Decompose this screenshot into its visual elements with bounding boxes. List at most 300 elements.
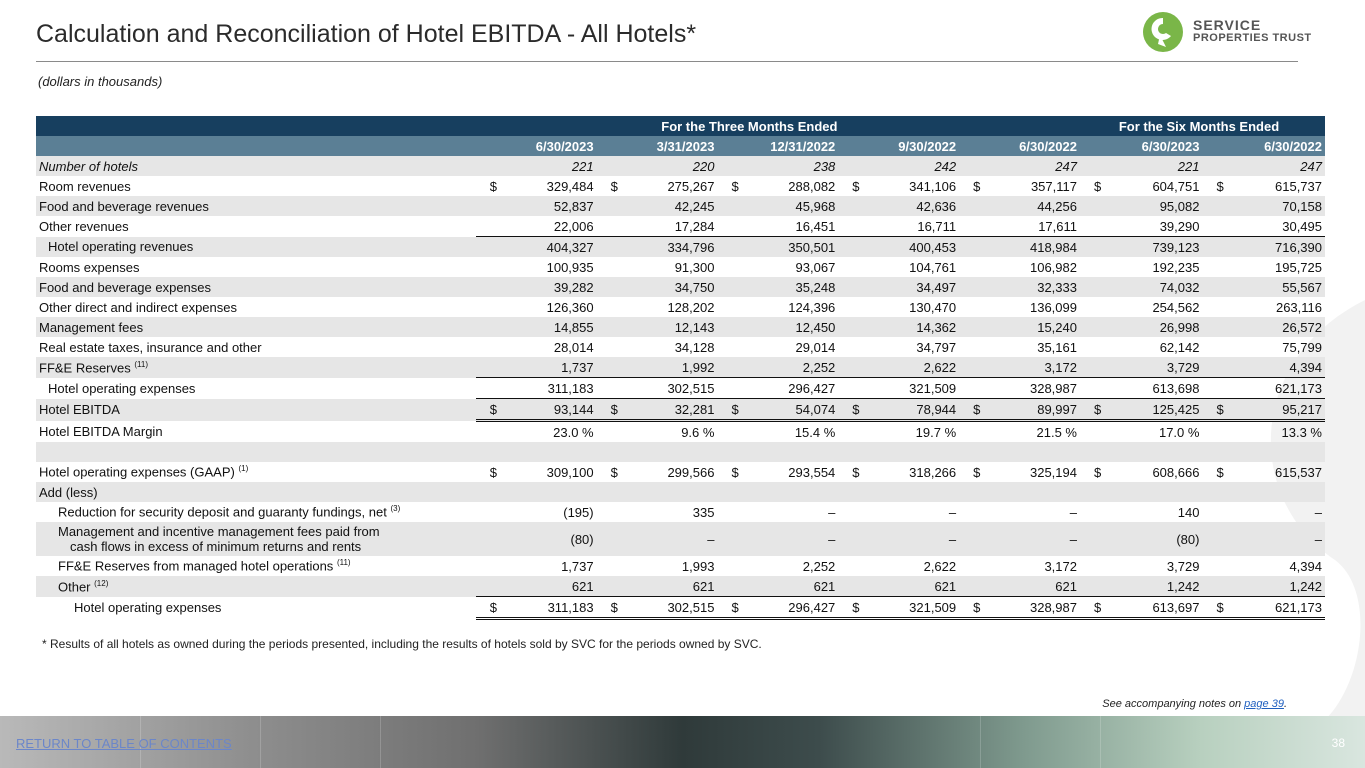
currency-symbol bbox=[597, 378, 633, 399]
table-cell: 192,235 bbox=[1152, 259, 1200, 275]
row-label-text: Hotel operating expenses bbox=[48, 380, 196, 396]
table-cell: 12,450 bbox=[795, 319, 836, 335]
table-cell bbox=[633, 482, 717, 502]
page-title: Calculation and Reconciliation of Hotel EBITDA - All Hotels* bbox=[36, 20, 697, 48]
currency-symbol bbox=[959, 378, 995, 399]
currency-symbol bbox=[1080, 378, 1117, 399]
table-cell: 299,566 bbox=[667, 464, 715, 480]
table-cell: 311,183 bbox=[512, 597, 596, 619]
currency-symbol bbox=[717, 522, 753, 556]
currency-symbol bbox=[597, 522, 633, 556]
currency-symbol: $ bbox=[973, 464, 981, 480]
table-cell: 604,751 bbox=[1152, 178, 1200, 194]
currency-symbol: $ bbox=[717, 597, 753, 619]
table-cell: 242 bbox=[934, 158, 957, 174]
currency-symbol bbox=[1080, 216, 1117, 237]
currency-symbol bbox=[717, 482, 753, 502]
currency-symbol bbox=[959, 277, 995, 297]
currency-symbol bbox=[717, 237, 753, 258]
table-cell: 247 bbox=[1055, 158, 1077, 174]
row-label-text: Other direct and indirect expenses bbox=[39, 299, 237, 315]
currency-symbol bbox=[597, 196, 633, 216]
row-label bbox=[36, 156, 476, 176]
table-cell: 91,300 bbox=[674, 259, 715, 275]
table-cell: 1,242 bbox=[1289, 578, 1322, 594]
row-label-text: Hotel operating revenues bbox=[48, 239, 194, 255]
currency-symbol: $ bbox=[959, 597, 995, 619]
row-label-text: Other revenues bbox=[39, 218, 129, 234]
table-row bbox=[36, 297, 1325, 317]
currency-symbol bbox=[717, 317, 753, 337]
table-cell: (195) bbox=[563, 504, 594, 520]
currency-symbol: $ bbox=[973, 178, 981, 194]
currency-symbol bbox=[476, 576, 512, 597]
table-cell: 613,697 bbox=[1117, 597, 1203, 619]
table-cell: 321,509 bbox=[875, 378, 959, 399]
table-cell: 3,729 bbox=[1166, 558, 1200, 574]
currency-symbol bbox=[717, 556, 753, 576]
currency-symbol bbox=[1202, 317, 1239, 337]
currency-symbol: $ bbox=[1093, 464, 1102, 480]
table-cell: 318,266 bbox=[909, 464, 957, 480]
row-label bbox=[36, 482, 476, 502]
table-cell: – bbox=[707, 531, 715, 547]
currency-symbol bbox=[959, 576, 995, 597]
row-label-text: Management and incentive management fees paid from bbox=[58, 524, 380, 539]
table-cell: 302,515 bbox=[633, 597, 717, 619]
table-cell: 275,267 bbox=[667, 178, 715, 194]
table-cell: 238 bbox=[813, 158, 836, 174]
table-cell: 78,944 bbox=[875, 399, 959, 421]
return-to-toc-link[interactable]: RETURN TO TABLE OF CONTENTS bbox=[16, 736, 232, 751]
table-cell: 335 bbox=[692, 504, 715, 520]
table-cell: 35,161 bbox=[1037, 339, 1077, 355]
currency-symbol bbox=[959, 237, 995, 258]
table-cell: 62,142 bbox=[1159, 339, 1200, 355]
currency-symbol bbox=[959, 216, 995, 237]
table-row bbox=[36, 176, 1325, 196]
row-label bbox=[36, 522, 476, 556]
table-cell bbox=[754, 482, 838, 502]
table-cell: 44,256 bbox=[1037, 198, 1077, 214]
currency-symbol: $ bbox=[489, 464, 497, 480]
currency-symbol: $ bbox=[1216, 464, 1224, 480]
currency-symbol bbox=[597, 357, 633, 378]
table-cell: 4,394 bbox=[1289, 359, 1322, 375]
row-label-text: FF&E Reserves from managed hotel operations bbox=[58, 558, 334, 574]
table-cell: 19.7 % bbox=[915, 424, 957, 440]
table-cell: 130,470 bbox=[909, 299, 957, 315]
currency-symbol bbox=[1080, 337, 1117, 357]
building-window-line bbox=[380, 716, 381, 768]
table-cell: 621 bbox=[571, 578, 594, 594]
currency-symbol: $ bbox=[731, 464, 739, 480]
table-cell: 302,515 bbox=[633, 378, 717, 399]
currency-symbol bbox=[1080, 522, 1117, 556]
table-cell: 34,497 bbox=[916, 279, 957, 295]
currency-symbol bbox=[959, 421, 995, 443]
currency-symbol: $ bbox=[1202, 399, 1239, 421]
currency-symbol bbox=[597, 257, 633, 277]
row-label-text: Reduction for security deposit and guaranty fundings, net bbox=[58, 504, 387, 520]
table-row bbox=[36, 357, 1325, 378]
table-cell: 621,173 bbox=[1239, 597, 1325, 619]
currency-symbol bbox=[476, 196, 512, 216]
currency-symbol bbox=[838, 237, 874, 258]
currency-symbol bbox=[838, 297, 874, 317]
currency-symbol bbox=[1080, 237, 1117, 258]
currency-symbol bbox=[959, 522, 995, 556]
currency-symbol bbox=[1080, 257, 1117, 277]
currency-symbol bbox=[838, 421, 874, 443]
table-cell: 195,725 bbox=[1275, 259, 1322, 275]
currency-symbol bbox=[1080, 277, 1117, 297]
currency-symbol bbox=[1202, 522, 1239, 556]
row-label bbox=[36, 378, 476, 399]
currency-symbol bbox=[1080, 297, 1117, 317]
column-header: 6/30/2023 bbox=[476, 136, 597, 156]
units-caption: (dollars in thousands) bbox=[38, 74, 163, 89]
table-cell: 3,172 bbox=[1044, 558, 1077, 574]
table-cell: 23.0 % bbox=[553, 424, 594, 440]
row-label-text: Add (less) bbox=[39, 484, 98, 500]
currency-symbol bbox=[838, 556, 874, 576]
table-cell: 35,248 bbox=[795, 279, 836, 295]
table-cell: 28,014 bbox=[553, 339, 594, 355]
row-label-text: Number of hotels bbox=[39, 158, 138, 174]
table-cell: 100,935 bbox=[546, 259, 594, 275]
currency-symbol bbox=[476, 421, 512, 443]
currency-symbol bbox=[717, 196, 753, 216]
currency-symbol bbox=[959, 297, 995, 317]
currency-symbol bbox=[476, 357, 512, 378]
currency-symbol: $ bbox=[731, 178, 739, 194]
table-cell: 311,183 bbox=[512, 378, 596, 399]
table-cell: 325,194 bbox=[1029, 464, 1077, 480]
currency-symbol bbox=[597, 337, 633, 357]
column-header: 6/30/2022 bbox=[1202, 136, 1325, 156]
currency-symbol: $ bbox=[610, 178, 618, 194]
table-cell: 247 bbox=[1300, 158, 1322, 174]
row-label bbox=[36, 216, 476, 237]
row-label-text: Hotel EBITDA bbox=[39, 402, 120, 417]
logo-line2: PROPERTIES TRUST bbox=[1193, 32, 1312, 44]
currency-symbol: $ bbox=[717, 399, 753, 421]
notes-prefix: See accompanying notes on bbox=[1102, 698, 1245, 710]
currency-symbol bbox=[838, 277, 874, 297]
table-cell: 89,997 bbox=[996, 399, 1080, 421]
currency-symbol bbox=[597, 317, 633, 337]
currency-symbol bbox=[1080, 357, 1117, 378]
table-cell: 21.5 % bbox=[1036, 424, 1077, 440]
table-cell: 128,202 bbox=[667, 299, 715, 315]
currency-symbol: $ bbox=[597, 399, 633, 421]
table-cell: 2,252 bbox=[802, 558, 836, 574]
currency-symbol bbox=[597, 297, 633, 317]
table-row bbox=[36, 277, 1325, 297]
table-cell: 4,394 bbox=[1289, 558, 1322, 574]
footnote-marker: (11) bbox=[134, 359, 149, 369]
currency-symbol bbox=[1080, 482, 1117, 502]
currency-symbol bbox=[1202, 502, 1239, 522]
footnote-marker: (1) bbox=[238, 464, 249, 474]
row-label bbox=[36, 337, 476, 357]
table-cell bbox=[996, 482, 1080, 502]
row-label bbox=[36, 597, 476, 619]
table-cell: 2,622 bbox=[923, 558, 957, 574]
table-cell: 1,993 bbox=[681, 558, 715, 574]
row-label bbox=[36, 399, 476, 421]
column-header: 9/30/2022 bbox=[838, 136, 959, 156]
table-row bbox=[36, 399, 1325, 421]
currency-symbol bbox=[1202, 277, 1239, 297]
currency-symbol bbox=[717, 576, 753, 597]
table-cell: 106,982 bbox=[1029, 259, 1077, 275]
table-row bbox=[36, 317, 1325, 337]
currency-symbol bbox=[476, 297, 512, 317]
table-cell: – bbox=[1314, 504, 1322, 520]
table-cell: 104,761 bbox=[909, 259, 957, 275]
table-cell: – bbox=[948, 504, 957, 520]
currency-symbol bbox=[597, 576, 633, 597]
currency-symbol bbox=[597, 156, 633, 176]
table-cell: 615,737 bbox=[1275, 178, 1322, 194]
notes-reference bbox=[1102, 698, 1287, 710]
currency-symbol: $ bbox=[489, 178, 497, 194]
currency-symbol bbox=[476, 237, 512, 258]
row-label bbox=[36, 257, 476, 277]
table-cell: 55,567 bbox=[1282, 279, 1322, 295]
currency-symbol bbox=[959, 357, 995, 378]
building-window-line bbox=[1100, 716, 1101, 768]
table-cell bbox=[875, 482, 959, 502]
currency-symbol bbox=[838, 317, 874, 337]
currency-symbol bbox=[597, 277, 633, 297]
currency-symbol bbox=[959, 156, 995, 176]
currency-symbol bbox=[1080, 196, 1117, 216]
table-cell: 74,032 bbox=[1159, 279, 1200, 295]
table-cell: 1,737 bbox=[561, 359, 594, 375]
table-cell: 15,240 bbox=[1037, 319, 1077, 335]
table-cell: 26,572 bbox=[1282, 319, 1322, 335]
table-cell: 22,006 bbox=[553, 218, 594, 234]
group-header-three-months: For the Three Months Ended bbox=[476, 116, 1080, 136]
table-cell: 296,427 bbox=[754, 378, 838, 399]
table-cell: – bbox=[948, 531, 957, 547]
currency-symbol bbox=[1202, 556, 1239, 576]
table-cell: 70,158 bbox=[1282, 198, 1322, 214]
table-cell: – bbox=[1314, 531, 1322, 547]
table-cell: 350,501 bbox=[754, 237, 838, 258]
footnote-marker: (12) bbox=[94, 578, 109, 588]
table-cell: 328,987 bbox=[996, 597, 1080, 619]
row-label bbox=[36, 357, 476, 378]
row-label bbox=[36, 462, 476, 482]
logo-wordmark bbox=[1193, 19, 1312, 45]
table-row bbox=[36, 237, 1325, 258]
footer-banner bbox=[0, 716, 1365, 768]
table-cell: 2,622 bbox=[923, 359, 957, 375]
table-cell: 42,636 bbox=[916, 198, 957, 214]
currency-symbol bbox=[1202, 216, 1239, 237]
notes-page-link[interactable]: page 39 bbox=[1244, 698, 1284, 710]
row-label-text: Food and beverage revenues bbox=[39, 198, 209, 214]
currency-symbol bbox=[1202, 378, 1239, 399]
table-cell: 93,067 bbox=[795, 259, 836, 275]
row-label-text: Hotel EBITDA Margin bbox=[39, 423, 163, 439]
currency-symbol bbox=[959, 482, 995, 502]
table-cell: – bbox=[1069, 504, 1077, 520]
currency-symbol bbox=[959, 317, 995, 337]
row-label-text: Hotel operating expenses bbox=[74, 600, 222, 615]
table-cell: 404,327 bbox=[512, 237, 596, 258]
column-header-row bbox=[36, 136, 1325, 156]
page-number: 38 bbox=[1331, 736, 1345, 750]
currency-symbol bbox=[1080, 576, 1117, 597]
table-cell: 34,797 bbox=[916, 339, 957, 355]
row-label bbox=[36, 317, 476, 337]
table-cell: 30,495 bbox=[1282, 218, 1322, 234]
table-cell: – bbox=[828, 531, 836, 547]
title-divider bbox=[36, 61, 1298, 62]
table-cell: 221 bbox=[571, 158, 594, 174]
currency-symbol bbox=[838, 522, 874, 556]
table-cell: 334,796 bbox=[633, 237, 717, 258]
currency-symbol: $ bbox=[476, 399, 512, 421]
currency-symbol bbox=[1080, 156, 1117, 176]
table-cell: 136,099 bbox=[1029, 299, 1077, 315]
table-cell: 3,172 bbox=[1044, 359, 1077, 375]
currency-symbol bbox=[838, 337, 874, 357]
currency-symbol bbox=[838, 357, 874, 378]
table-cell: 2,252 bbox=[802, 359, 836, 375]
table-cell: (80) bbox=[570, 531, 594, 547]
table-cell: 34,750 bbox=[674, 279, 715, 295]
currency-symbol bbox=[1202, 196, 1239, 216]
currency-symbol bbox=[717, 277, 753, 297]
currency-symbol bbox=[476, 378, 512, 399]
currency-symbol bbox=[597, 502, 633, 522]
table-cell: 328,987 bbox=[996, 378, 1080, 399]
table-cell: 125,425 bbox=[1117, 399, 1203, 421]
table-cell: 309,100 bbox=[546, 464, 594, 480]
table-cell bbox=[1117, 482, 1203, 502]
currency-symbol: $ bbox=[852, 464, 860, 480]
currency-symbol bbox=[476, 317, 512, 337]
row-label bbox=[36, 277, 476, 297]
table-cell: 716,390 bbox=[1239, 237, 1325, 258]
table-cell: 126,360 bbox=[546, 299, 594, 315]
row-label-text: Hotel operating expenses (GAAP) bbox=[39, 464, 235, 480]
currency-symbol bbox=[597, 556, 633, 576]
table-row bbox=[36, 156, 1325, 176]
currency-symbol bbox=[838, 482, 874, 502]
currency-symbol bbox=[717, 257, 753, 277]
currency-symbol bbox=[717, 357, 753, 378]
table-cell: 341,106 bbox=[909, 178, 957, 194]
table-cell: 95,082 bbox=[1159, 198, 1200, 214]
building-window-line bbox=[980, 716, 981, 768]
table-cell: 32,281 bbox=[633, 399, 717, 421]
table-cell: 288,082 bbox=[788, 178, 836, 194]
currency-symbol bbox=[717, 216, 753, 237]
currency-symbol bbox=[838, 257, 874, 277]
table-cell: 1,737 bbox=[561, 558, 594, 574]
table-cell: 621 bbox=[1055, 578, 1077, 594]
table-cell: 52,837 bbox=[553, 198, 594, 214]
row-label-text: Food and beverage expenses bbox=[39, 279, 212, 295]
table-cell: 39,282 bbox=[553, 279, 594, 295]
currency-symbol bbox=[959, 257, 995, 277]
currency-symbol bbox=[838, 196, 874, 216]
table-cell: 17,284 bbox=[674, 218, 715, 234]
table-cell: 263,116 bbox=[1275, 299, 1322, 315]
currency-symbol bbox=[1202, 357, 1239, 378]
currency-symbol bbox=[717, 156, 753, 176]
table-cell: 1,992 bbox=[681, 359, 715, 375]
table-cell: 140 bbox=[1177, 504, 1200, 520]
currency-symbol: $ bbox=[1216, 178, 1224, 194]
currency-symbol bbox=[597, 216, 633, 237]
table-cell: 29,014 bbox=[795, 339, 836, 355]
currency-symbol bbox=[1202, 337, 1239, 357]
currency-symbol bbox=[1080, 421, 1117, 443]
table-cell: 9.6 % bbox=[681, 424, 715, 440]
row-label bbox=[36, 556, 476, 576]
table-cell: 3,729 bbox=[1166, 359, 1200, 375]
currency-symbol bbox=[1202, 257, 1239, 277]
table-row bbox=[36, 502, 1325, 522]
currency-symbol bbox=[476, 502, 512, 522]
table-row bbox=[36, 462, 1325, 482]
currency-symbol bbox=[1202, 297, 1239, 317]
table-cell: 54,074 bbox=[754, 399, 838, 421]
currency-symbol bbox=[1202, 482, 1239, 502]
currency-symbol bbox=[1080, 502, 1117, 522]
column-header: 6/30/2023 bbox=[1080, 136, 1202, 156]
currency-symbol bbox=[838, 156, 874, 176]
currency-symbol: $ bbox=[838, 597, 874, 619]
building-window-line bbox=[260, 716, 261, 768]
currency-symbol bbox=[476, 277, 512, 297]
table-row bbox=[36, 597, 1325, 619]
currency-symbol: $ bbox=[610, 464, 618, 480]
currency-symbol bbox=[959, 556, 995, 576]
row-label-text: Real estate taxes, insurance and other bbox=[39, 339, 262, 355]
row-label-text: FF&E Reserves bbox=[39, 359, 131, 375]
table-cell: 75,799 bbox=[1282, 339, 1322, 355]
table-row bbox=[36, 556, 1325, 576]
row-label bbox=[36, 421, 476, 443]
table-cell: 124,396 bbox=[788, 299, 836, 315]
footnote: * Results of all hotels as owned during the periods presented, including the results of hotels sold by SVC for the periods owned by SVC. bbox=[42, 637, 762, 651]
currency-symbol bbox=[838, 576, 874, 597]
table-cell: 16,451 bbox=[795, 218, 836, 234]
row-label bbox=[36, 237, 476, 258]
table-row bbox=[36, 522, 1325, 556]
table-cell: 254,562 bbox=[1152, 299, 1200, 315]
group-header-row bbox=[36, 116, 1325, 136]
currency-symbol bbox=[717, 337, 753, 357]
footnote-marker: (3) bbox=[390, 504, 401, 514]
table-cell: – bbox=[1069, 531, 1077, 547]
column-header: 6/30/2022 bbox=[959, 136, 1080, 156]
table-cell: 17,611 bbox=[1038, 218, 1077, 234]
currency-symbol bbox=[959, 502, 995, 522]
table-cell: 357,117 bbox=[1030, 178, 1077, 194]
table-cell: 34,128 bbox=[674, 339, 715, 355]
currency-symbol bbox=[838, 502, 874, 522]
